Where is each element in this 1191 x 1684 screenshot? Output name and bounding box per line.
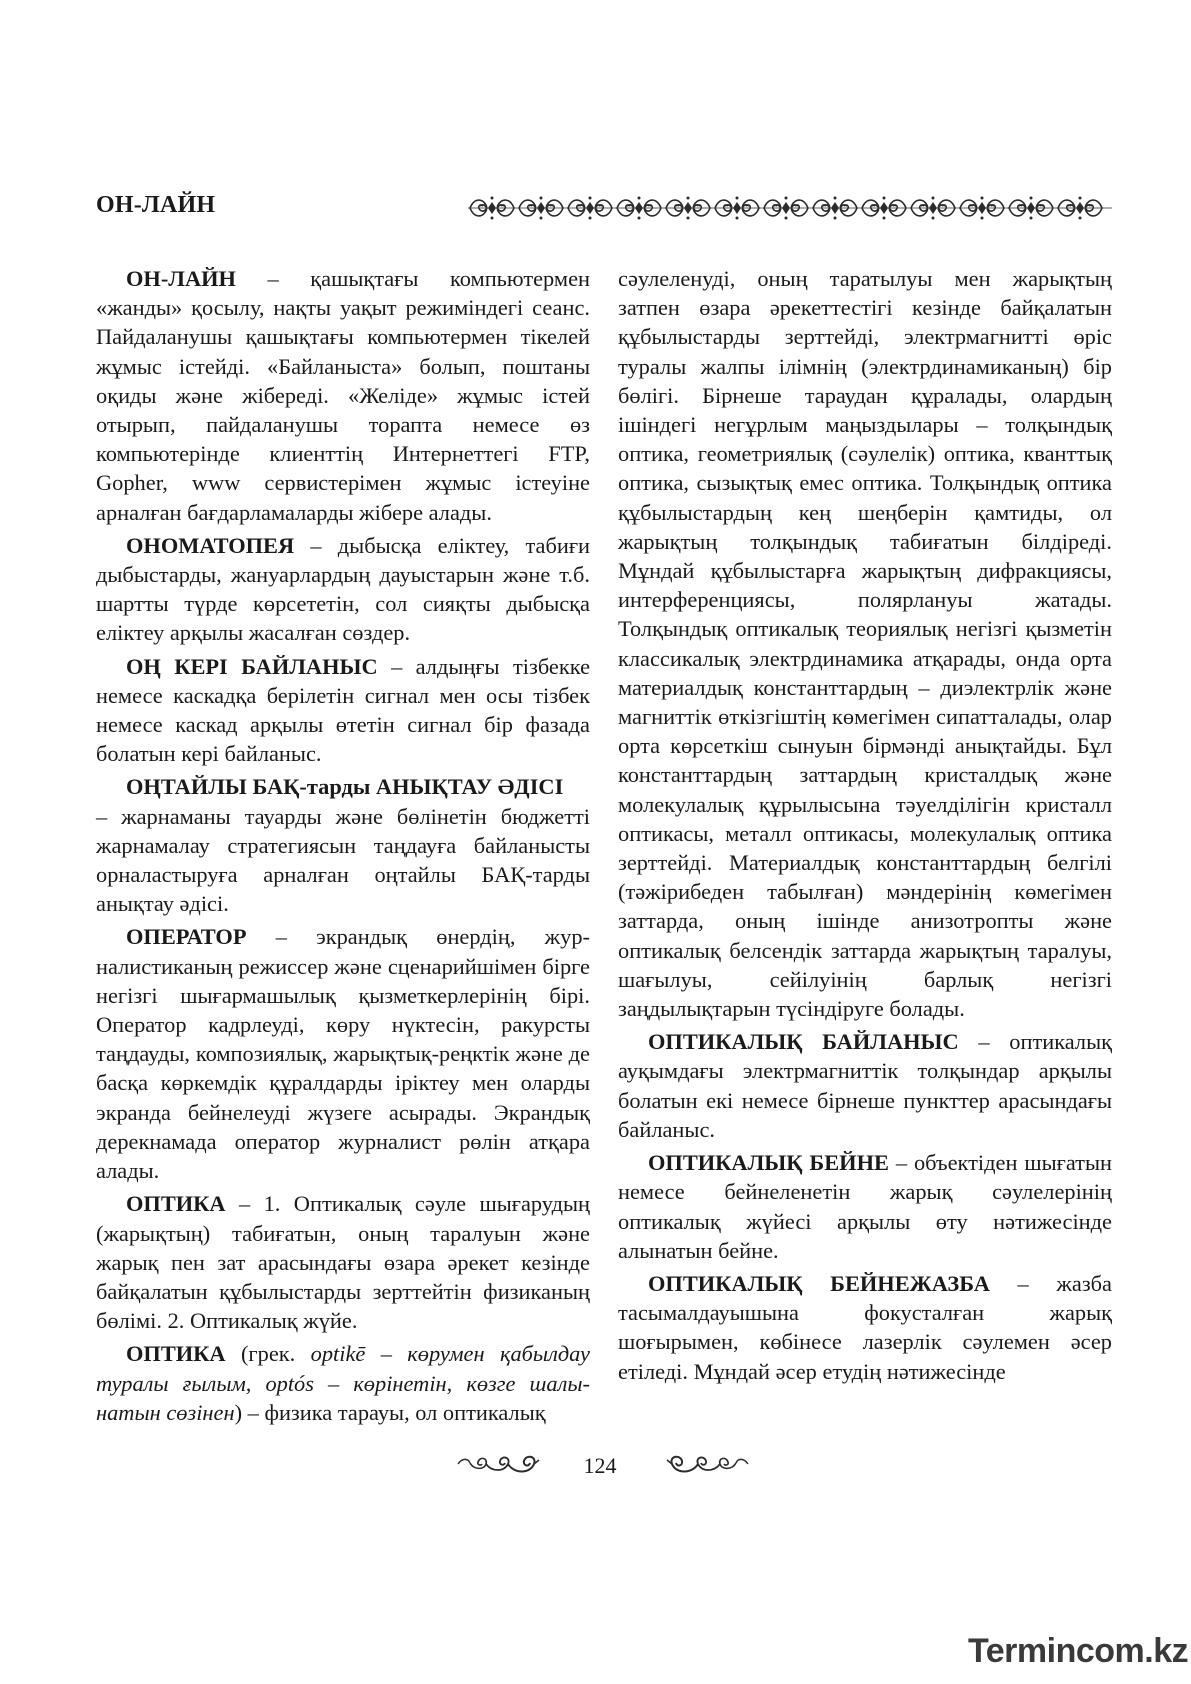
entry-definition: – қашықтағы компьютермен «жанды» қосылу, нақты уақыт режиміндегі сеанс. Пайдаланушы қашықтағы компьютермен тікелей жұмыс істейді. «Байланыста» болып, поштаны оқиды және жібереді. «Желіде» жұмыс істей отырып, пайдаланушы торапта немесе өз компьютерінде клиенттің Интернеттегі FTP, Gopher, www сервистерімен жұмыс істеуіне арналған бағдарламаларды жібере алады.: [96, 266, 590, 525]
ornament-band-icon: [468, 195, 1112, 221]
entry-onomatopoeia: [96, 531, 590, 648]
entry-operator: [96, 922, 590, 1185]
entry-optical-image: [618, 1148, 1112, 1265]
entry-term: ОПТИКАЛЫҚ БАЙЛАНЫС: [648, 1029, 959, 1055]
page-number: 124: [583, 1453, 617, 1478]
entry-term: ОПЕРАТОР: [126, 924, 247, 950]
entry-term: ОН-ЛАЙН: [126, 266, 236, 291]
entry-etymology: optikē – көрумен қабылдау туралы ғылым, optós – көрінетін, көзге шалынатын сөзінен: [96, 1341, 590, 1425]
entry-on-line: [96, 264, 590, 527]
entry-term: ОПТИКА: [126, 1341, 226, 1367]
entry-definition: – объектіден шығатын немесе бейнеленетін жарық сәулелерінің оптикалық жүйесі арқылы өту нәтижесінде алынатын бейне.: [618, 1150, 1112, 1263]
entry-optics-1: [96, 1189, 590, 1335]
entry-term: ОНОМАТОПЕЯ: [126, 532, 295, 558]
entry-definition: – дыбысқа еліктеу, табиғи дыбыстарды, жануарлардың дауыстарын және т.б. шартты түрде көрсететін, сол сияқты дыбысқа еліктеу арқылы жасалған сөздер.: [96, 532, 590, 646]
entry-definition: – оптикалық ауқымдағы электрмагниттік толқындар арқылы болатын екі немесе бірнеше пункттер арасындағы байланыс.: [618, 1029, 1112, 1142]
entry-term: ОҢ КЕРІ БАЙЛАНЫС: [126, 653, 378, 679]
entry-optical-communication: [618, 1027, 1112, 1144]
entry-positive-feedback: [96, 652, 590, 769]
header-title: ОН-ЛАЙН: [96, 192, 216, 218]
page-footer: [440, 1448, 760, 1484]
entry-optics-2-continued: [618, 264, 1112, 1023]
entry-term: ОПТИКАЛЫҚ БЕЙНЕ: [648, 1150, 889, 1176]
entry-definition-pre: (грек.: [225, 1341, 311, 1367]
swirl-ornament-right-icon: [666, 1454, 750, 1478]
entry-term: ОПТИКА: [126, 1191, 226, 1217]
entry-definition: – жарнаманы тауарды және бөлінетін бюджетті жарнамалау стратегиясын таңдауға байланысты орналастыруға арналған оңтайлы БАҚ-тарды анықтау әдісі.: [96, 803, 590, 917]
entry-term: ОПТИКАЛЫҚ БЕЙНЕЖАЗБА: [648, 1270, 990, 1296]
entry-optical-recording: [618, 1269, 1112, 1386]
entry-optics-2: [96, 1339, 590, 1427]
entry-definition: – 1. Оптикалық сәуле шығарудың (жарықтың) табиғатын, оның таралуын және жарық пен зат арасындағы өзара әрекет кезінде байқалатын құбылыстарды зерттейтін физиканың бөлімі. 2. Оптикалық жүйе.: [96, 1191, 590, 1334]
entry-optimal-media: [96, 772, 590, 918]
entry-definition: – экрандық өнердің, журналистиканың режиссер және сценарийшімен бірге негізгі шығармашылық қызметкерлерінің бірі. Оператор кадрлеуді, көру нүктесін, ракурсты таңдауды, композиялық, жарықтық-реңктік және де басқа көркемдік құралдарды іріктеу мен оларды экранда бейнелеуді жүзеге асырады. Экрандық дерекнамада оператор журналист рөлін атқара алады.: [96, 924, 590, 1184]
running-header: [96, 192, 1112, 224]
left-column: [96, 264, 590, 1431]
right-column: [618, 264, 1112, 1390]
entry-definition: – жазба тасымалдауышына фокусталған жарық шоғырымен, көбінесе лазерлік сәулемен әсер етіледі. Мұндай әсер етудің нәтижесінде: [618, 1270, 1112, 1384]
entry-term: ОҢТАЙЛЫ БАҚ-тарды АНЫҚТАУ ӘДІСІ: [126, 774, 564, 800]
site-watermark: Termincom.kz: [968, 1632, 1189, 1670]
entry-definition: ) – физика тарауы, ол оптикалық: [234, 1399, 546, 1425]
entry-definition: сәулеленуді, оның таратылуы мен жарықтың затпен өзара әрекеттестігі кезінде байқалатын құбылыстарды зерттейді, электрмагнитті өріс туралы жалпы ілімнің (электрдинамиканың) бір бөлігі. Бірнеше тараудан құралады, олардың ішіндегі негұрлым маңыздылары – толқындық оптика, геометриялық (сәулелік) оптика, кванттық оптика, сызықтық емес оптика. Толқындық оптика құбылыстардың кең шеңберін қамтиды, ол жарықтың толқындық табиғатын білдіреді. Мұндай құбылыстарға жарықтың дифракциясы, интерференциясы, полярлануы жатады. Толқындық оптикалық теориялық негізгі қызметін классикалық электрдинамика атқарады, онда орта материалдық константтардың – диэлектрлік және магниттік өткізгіштің көмегімен сипатталады, олар орта көрсеткіш сынуын бірмәнді анықтайды. Бұл константтардың заттардың кристалдық және молекулалық құрылысына тәуелділігін кристалл оптикасы, металл оптикасы, молекулалық оптика зерттейді. Материалдық константтардың белгілі (тәжірибеден табылған) мәндерінің көмегімен заттарда, оның ішінде анизотропты және оптикалық белсендік заттарда жарықтың таралуы, шағылуы, сейілуінің барлық негізгі заңдылықтарын түсіндіруге болады.: [618, 266, 1112, 1022]
entry-definition: – алдыңғы тізбекке немесе каскадқа берілетін сигнал мен осы тізбек немесе каскад арқылы өтетін сигнал бір фазада болатын кері байланыс.: [96, 653, 591, 767]
